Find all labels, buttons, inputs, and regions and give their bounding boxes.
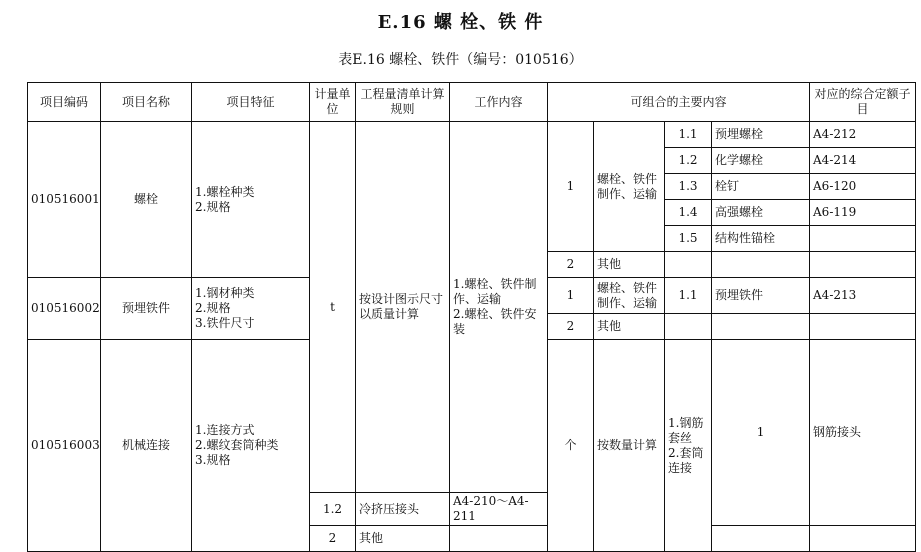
sub-name: 螺栓、铁件制作、运输 bbox=[594, 278, 665, 314]
item-feature: 1.连接方式 2.螺纹套筒种类 3.规格 bbox=[192, 340, 310, 552]
item-name: 预埋铁件 bbox=[101, 278, 192, 340]
detail-name: 化学螺栓 bbox=[712, 148, 810, 174]
empty-cell bbox=[712, 526, 810, 552]
empty-cell bbox=[450, 526, 548, 552]
item-unit: 个 bbox=[548, 340, 594, 552]
item-work: 1.螺栓、铁件制作、运输 2.螺栓、铁件安装 bbox=[450, 122, 548, 493]
detail-quota: A6-119 bbox=[810, 200, 916, 226]
table-row bbox=[28, 122, 916, 148]
item-feature: 1.钢材种类 2.规格 3.铁件尺寸 bbox=[192, 278, 310, 340]
sub-no: 1 bbox=[712, 340, 810, 526]
detail-no: 1.2 bbox=[310, 493, 356, 526]
item-name: 螺栓 bbox=[101, 122, 192, 278]
detail-name: 预埋铁件 bbox=[712, 278, 810, 314]
sub-name: 钢筋接头 bbox=[810, 340, 916, 526]
item-rule: 按设计图示尺寸以质量计算 bbox=[356, 122, 450, 493]
detail-quota: A4-214 bbox=[810, 148, 916, 174]
sub-name: 其他 bbox=[594, 314, 665, 340]
detail-name: 预埋螺栓 bbox=[712, 122, 810, 148]
header-combinable: 可组合的主要内容 bbox=[548, 83, 810, 122]
sub-no: 1 bbox=[548, 278, 594, 314]
sub-name: 其他 bbox=[594, 252, 665, 278]
item-feature: 1.螺栓种类 2.规格 bbox=[192, 122, 310, 278]
detail-name: 结构性锚栓 bbox=[712, 226, 810, 252]
detail-no: 1.2 bbox=[665, 148, 712, 174]
header-feature: 项目特征 bbox=[192, 83, 310, 122]
detail-no: 1.3 bbox=[665, 174, 712, 200]
empty-cell bbox=[810, 252, 916, 278]
detail-no: 1.5 bbox=[665, 226, 712, 252]
detail-name: 冷挤压接头 bbox=[356, 493, 450, 526]
empty-cell bbox=[712, 252, 810, 278]
section-title: E.16 螺 栓、铁 件 bbox=[377, 12, 544, 33]
spec-table bbox=[27, 82, 916, 552]
header-rule: 工程量清单计算规则 bbox=[356, 83, 450, 122]
item-work: 1.钢筋套丝 2.套筒连接 bbox=[665, 340, 712, 552]
empty-cell bbox=[665, 314, 712, 340]
detail-no: 1.4 bbox=[665, 200, 712, 226]
detail-quota: A4-210～A4-211 bbox=[450, 493, 548, 526]
sub-no: 1 bbox=[548, 122, 594, 252]
table-caption: 表E.16 螺栓、铁件（编号：010516） bbox=[338, 52, 583, 68]
empty-cell bbox=[712, 314, 810, 340]
item-rule: 按数量计算 bbox=[594, 340, 665, 552]
item-unit: t bbox=[310, 122, 356, 493]
detail-quota: A6-120 bbox=[810, 174, 916, 200]
detail-no: 1.1 bbox=[665, 278, 712, 314]
detail-quota: A4-213 bbox=[810, 278, 916, 314]
header-work: 工作内容 bbox=[450, 83, 548, 122]
item-code: 010516002 bbox=[28, 278, 101, 340]
sub-no: 2 bbox=[310, 526, 356, 552]
sub-no: 2 bbox=[548, 314, 594, 340]
empty-cell bbox=[810, 526, 916, 552]
empty-cell bbox=[810, 314, 916, 340]
header-code: 项目编码 bbox=[28, 83, 101, 122]
item-code: 010516003 bbox=[28, 340, 101, 552]
detail-quota bbox=[810, 226, 916, 252]
item-name: 机械连接 bbox=[101, 340, 192, 552]
sub-name: 其他 bbox=[356, 526, 450, 552]
detail-name: 高强螺栓 bbox=[712, 200, 810, 226]
sub-no: 2 bbox=[548, 252, 594, 278]
header-name: 项目名称 bbox=[101, 83, 192, 122]
item-code: 010516001 bbox=[28, 122, 101, 278]
detail-name: 栓钉 bbox=[712, 174, 810, 200]
header-unit: 计量单位 bbox=[310, 83, 356, 122]
sub-name: 螺栓、铁件制作、运输 bbox=[594, 122, 665, 252]
empty-cell bbox=[665, 252, 712, 278]
detail-quota: A4-212 bbox=[810, 122, 916, 148]
header-quota: 对应的综合定额子目 bbox=[810, 83, 916, 122]
detail-no: 1.1 bbox=[665, 122, 712, 148]
header-row bbox=[28, 83, 916, 122]
